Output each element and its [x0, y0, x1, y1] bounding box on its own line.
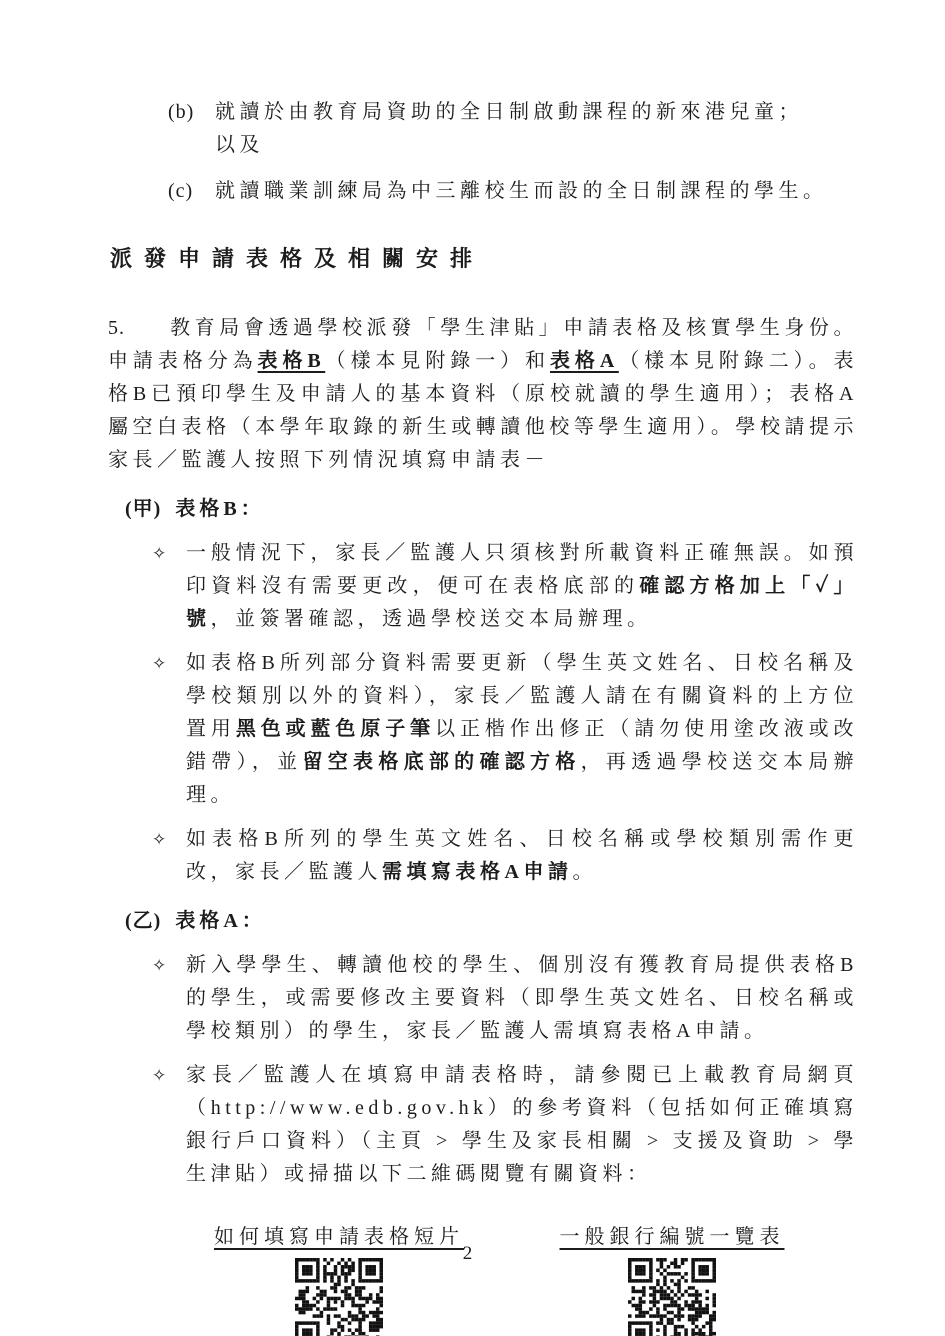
qr-block-video [204, 1221, 474, 1336]
sub-section-heading [125, 493, 858, 526]
four-pointed-star-icon: ✧ [152, 956, 171, 976]
list-item-text: 就讀職業訓練局為中三離校生而設的全日制課程的學生。 [215, 180, 828, 202]
list-item-text: 就讀於由教育局資助的全日制啟動課程的新來港兒童； 以及 [215, 101, 803, 156]
sub-section-label: (甲) [125, 498, 162, 520]
four-pointed-star-icon: ✧ [152, 654, 171, 674]
list-item-b [108, 96, 858, 162]
bullet-item [152, 949, 858, 1048]
list-item-c [108, 175, 858, 208]
list-item-label: (b) [168, 101, 195, 123]
sub-section-title: 表格A： [175, 910, 266, 932]
paragraph-text: 教育局會透過學校派發「學生津貼」申請表格及核實學生身份。申請表格分為表格B（樣本見附錄一）和表格A（樣本見附錄二）。表格B已預印學生及申請人的基本資料（原校就讀的學生適用）；表格A屬空白表格（本學年取錄的新生或轉讀他校等學生適用）。學校請提示家長／監護人按照下列情況填寫申請表－ [108, 317, 858, 471]
four-pointed-star-icon: ✧ [152, 830, 171, 850]
section-heading: 派發申請表格及相關安排 [110, 246, 485, 271]
document-content [108, 0, 858, 1336]
qr-code-bank-number-list-icon [628, 1258, 716, 1336]
bullet-text: 如表格B所列的學生英文姓名、日校名稱或學校類別需作更改，家長／監護人需填寫表格A申請。 [186, 828, 858, 883]
bullet-text: 家長／監護人在填寫申請表格時，請參閱已上載教育局網頁（http://www.edb.gov.hk）的參考資料（包括如何正確填寫銀行戶口資料）（主頁 > 學生及家長相關 > 支援及資助 > 學生津貼）或掃描以下二維碼閱覽有關資料： [186, 1064, 858, 1185]
paragraph-5 [108, 312, 858, 477]
sub-section-title: 表格B： [175, 498, 265, 520]
eligibility-list [108, 96, 858, 208]
qr-caption-bank-list: 一般銀行編號一覽表 [559, 1226, 785, 1248]
bullet-text: 如表格B所列部分資料需要更新（學生英文姓名、日校名稱及學校類別以外的資料），家長／監護人請在有關資料的上方位置用黑色或藍色原子筆以正楷作出修正（請勿使用塗改液或改錯帶），並留空表格底部的確認方格，再透過學校送交本局辦理。 [186, 652, 859, 806]
list-item-label: (c) [168, 180, 194, 202]
bullet-text: 新入學學生、轉讀他校的學生、個別沒有獲教育局提供表格B的學生，或需要修改主要資料（即學生英文姓名、日校名稱或學校類別）的學生，家長／監護人需填寫表格A申請。 [186, 954, 858, 1042]
four-pointed-star-icon: ✧ [152, 1066, 171, 1086]
sub-section-label: (乙) [125, 910, 162, 932]
bullet-item [152, 647, 858, 812]
section-form-a [108, 905, 858, 1191]
bullet-item [152, 1059, 858, 1191]
qr-block-bank-list [554, 1221, 790, 1336]
paragraph-number: 5. [108, 317, 125, 339]
page-number: 2 [462, 1243, 473, 1264]
qr-code-how-to-fill-video-icon [295, 1258, 383, 1336]
qr-caption-video: 如何填寫申請表格短片 [214, 1226, 464, 1248]
qr-section [108, 1221, 858, 1336]
four-pointed-star-icon: ✧ [152, 544, 171, 564]
bullet-item [152, 537, 858, 636]
section-form-b [108, 493, 858, 889]
sub-section-heading [125, 905, 858, 938]
bullet-text: 一般情況下，家長／監護人只須核對所載資料正確無誤。如預印資料沒有需要更改，便可在表格底部的確認方格加上「✓」號，並簽署確認，透過學校送交本局辦理。 [186, 542, 859, 630]
bullet-item [152, 823, 858, 889]
